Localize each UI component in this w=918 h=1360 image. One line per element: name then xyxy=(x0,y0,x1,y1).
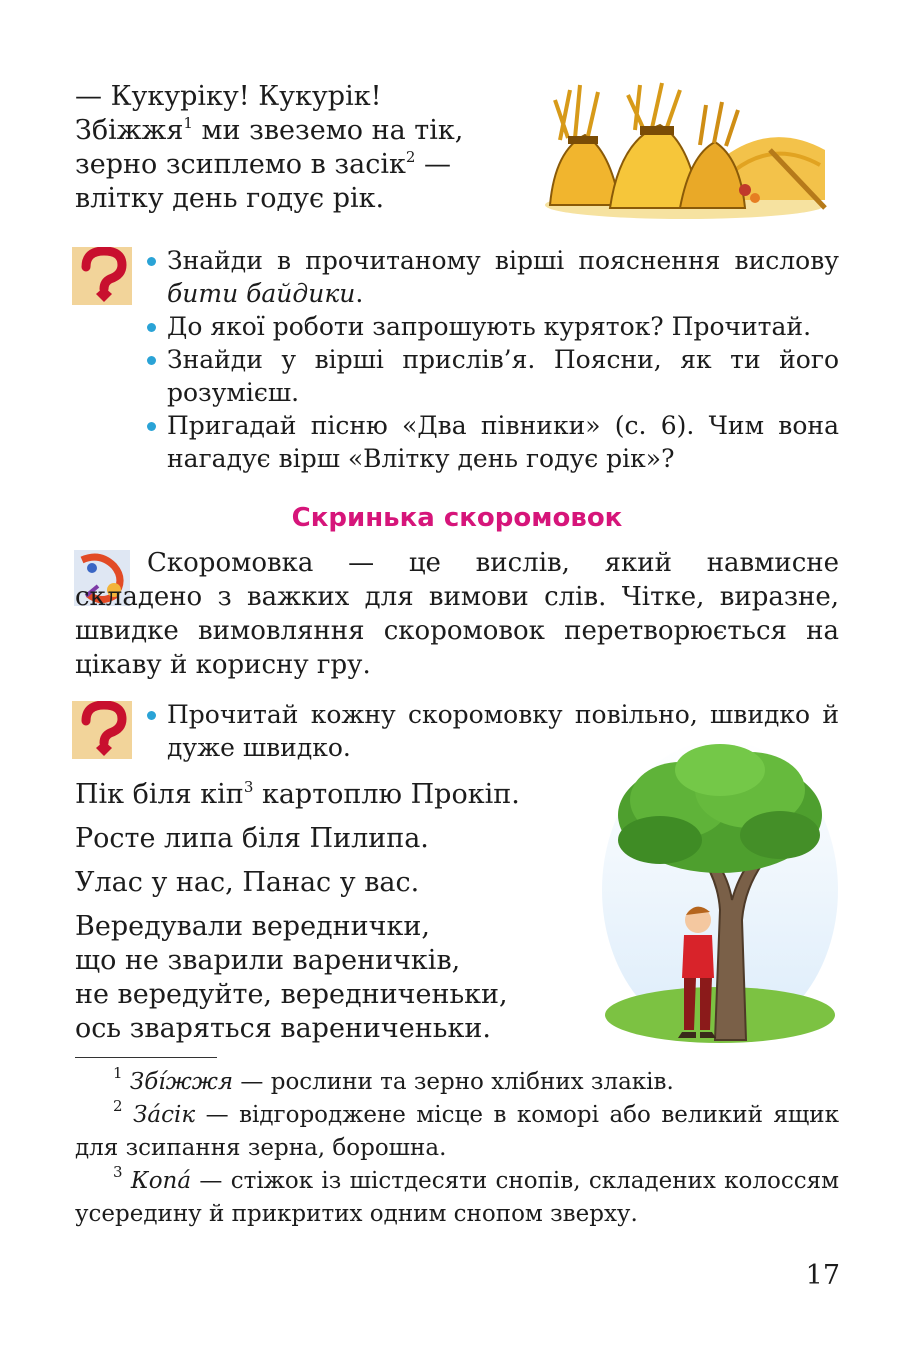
tongue-twister-line: ось зваряться варениченьки. xyxy=(75,1013,491,1044)
tree-boy-illustration xyxy=(600,740,840,1045)
tongue-twister-line: що не зварили вареничків, xyxy=(75,945,461,976)
question-mark-icon xyxy=(72,701,132,759)
page-number: 17 xyxy=(805,1260,840,1291)
question-item: Знайди в прочитаному вірші пояснення вислову бити байдики. xyxy=(145,244,839,310)
question-item: Пригадай пісню «Два півники» (с. 6). Чим вона нагадує вірш «Влітку день годує рік»? xyxy=(145,409,839,475)
tongue-twister-line: Вередували вереднички, xyxy=(75,911,430,942)
question-item: До якої роботи запрошують куряток? Прочитай. xyxy=(145,310,839,343)
question-mark-icon xyxy=(72,247,132,305)
bullet-icon xyxy=(147,356,156,365)
tongue-twister-line: не вередуйте, вередниченьки, xyxy=(75,979,508,1010)
wheat-sheaves-illustration xyxy=(540,80,830,220)
question-item: Знайди у вірші прислів’я. Поясни, як ти його розумієш. xyxy=(145,343,839,409)
bullet-icon xyxy=(147,257,156,266)
section-heading: Скринька скоромовок xyxy=(291,503,623,533)
tongue-twister: Пік біля кіп$^3$ картоплю Прокіп. xyxy=(75,778,520,810)
tongue-twister: Росте липа біля Пилипа. xyxy=(75,823,429,854)
questions-list-1 xyxy=(145,244,839,475)
question-item: Прочитай кожну скоромовку повільно, швидко й дуже швидко. xyxy=(145,698,839,764)
poem-line: влітку день годує рік. xyxy=(75,183,385,214)
definition-text: Скоромовка — це вислів, який навмисне складено з важких для вимови слів. Чітке, виразне, швидке вимовляння скоромовок перетворюється на цікаву й корисну гру. xyxy=(75,548,839,680)
bullet-icon xyxy=(147,422,156,431)
bullet-icon xyxy=(147,711,156,720)
footnote: $^1$ Збі́жжя — рослини та зерно хлібних злаків. xyxy=(113,1064,674,1095)
poem-line: зерно зсиплемо в засік$^2$ — xyxy=(75,148,452,180)
footnote: $^2$ За́сік — відгороджене місце в коморі або великий ящик для зсипання зерна, борошна. xyxy=(75,1097,839,1161)
tongue-twisters xyxy=(75,778,520,1046)
definition-paragraph xyxy=(75,546,839,682)
footnotes xyxy=(75,1066,839,1231)
bullet-icon xyxy=(147,323,156,332)
poem-line: Збіжжя$^1$ ми звеземо на тік, xyxy=(75,114,464,146)
footnote: $^3$ Копа́ — стіжок із шістдесяти снопів, складених колоссям усередину й прикритих одним снопом зверху. xyxy=(75,1163,840,1227)
poem-line: — Кукуріку! Кукурік! xyxy=(75,81,382,112)
tongue-twister: Улас у нас, Панас у вас. xyxy=(75,867,420,898)
poem-top xyxy=(75,80,463,216)
footnote-divider xyxy=(75,1057,217,1058)
